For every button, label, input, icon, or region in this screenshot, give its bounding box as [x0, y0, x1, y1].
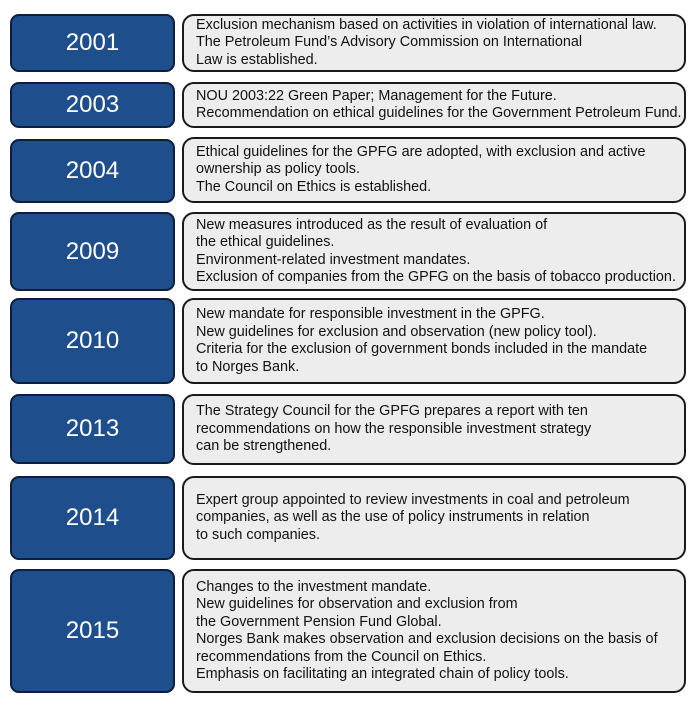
event-description-line: Exclusion mechanism based on activities in violation of international law. — [196, 16, 657, 33]
event-description-box — [182, 569, 686, 693]
event-description-line: New mandate for responsible investment in the GPFG. — [196, 306, 545, 322]
event-description-line: the Government Pension Fund Global. — [196, 613, 442, 630]
event-description-line: The Council on Ethics is established. — [196, 178, 432, 195]
event-description-box — [182, 298, 686, 384]
event-description-line: recommendations from the Council on Ethics. — [196, 648, 487, 665]
year-label: 2013 — [10, 394, 175, 464]
event-description-line: Exclusion of companies from the GPFG on the basis of tobacco production. — [196, 269, 676, 285]
event-description-box — [182, 14, 686, 72]
year-label: 2010 — [10, 298, 175, 384]
event-description-line: ownership as policy tools. — [196, 161, 360, 178]
event-description-line: to Norges Bank. — [196, 358, 300, 375]
event-description-line: to such companies. — [196, 526, 320, 543]
year-label: 2009 — [10, 212, 175, 291]
year-label: 2004 — [10, 139, 175, 203]
event-description-line: Recommendation on ethical guidelines for the Government Petroleum Fund. — [196, 105, 682, 121]
event-description-line: Environment-related investment mandates. — [196, 251, 471, 268]
event-description-line: New measures introduced as the result of evaluation of — [196, 216, 548, 233]
event-description-line: Emphasis on facilitating an integrated chain of policy tools. — [196, 666, 569, 682]
event-description-line: New guidelines for observation and exclusion from — [196, 596, 518, 612]
event-description-line: Expert group appointed to review investments in coal and petroleum — [196, 491, 630, 508]
event-description-line: Changes to the investment mandate. — [196, 578, 432, 595]
event-description-line: Criteria for the exclusion of government bonds included in the mandate — [196, 341, 648, 357]
event-description-box — [182, 82, 686, 128]
event-description-line: NOU 2003:22 Green Paper; Management for the Future. — [196, 87, 557, 104]
year-label: 2014 — [10, 476, 175, 560]
year-label: 2015 — [10, 569, 175, 693]
year-label: 2003 — [10, 82, 175, 128]
event-description-box — [182, 137, 686, 203]
event-description-line: recommendations on how the responsible investment strategy — [196, 420, 592, 437]
event-description-line: Law is established. — [196, 51, 318, 68]
event-description-line: The Strategy Council for the GPFG prepares a report with ten — [196, 403, 588, 420]
event-description-line: New guidelines for exclusion and observation (new policy tool). — [196, 323, 597, 340]
event-description-line: can be strengthened. — [196, 438, 332, 455]
event-description-line: the ethical guidelines. — [196, 234, 335, 250]
event-description-box — [182, 212, 686, 291]
event-description-line: Norges Bank makes observation and exclusion decisions on the basis of — [196, 631, 658, 647]
event-description-line: companies, as well as the use of policy instruments in relation — [196, 509, 590, 526]
event-description-box — [182, 394, 686, 465]
event-description-line: The Petroleum Fund’s Advisory Commission on International — [196, 34, 583, 51]
event-description-line: Ethical guidelines for the GPFG are adopted, with exclusion and active — [196, 143, 646, 160]
year-label: 2001 — [10, 14, 175, 72]
event-description-box — [182, 476, 686, 560]
